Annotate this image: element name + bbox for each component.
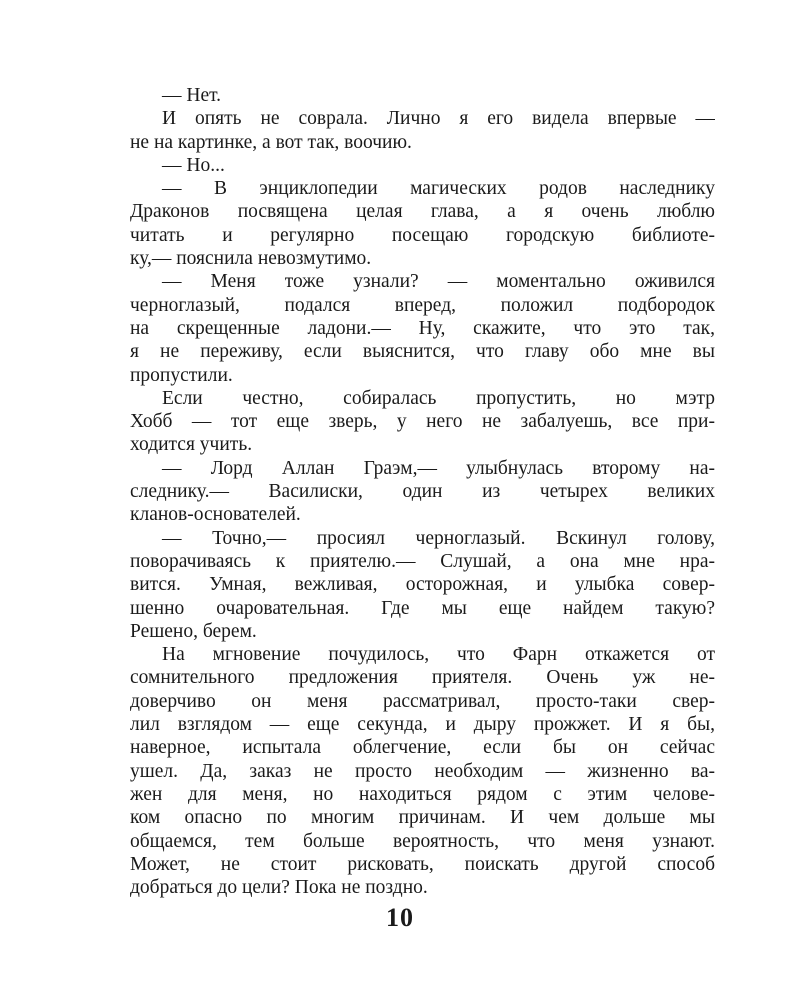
text-line: лил взглядом — еще секунда, и дыру прожжет. И я бы, <box>130 714 715 736</box>
text-line: наверное, испытала облегчение, если бы он сейчас <box>130 737 715 759</box>
text-line: — Точно,— просиял черноглазый. Вскинул голову, <box>162 527 715 549</box>
text-line: Хобб — тот еще зверь, у него не забалуешь, все при- <box>130 411 715 433</box>
page-number: 10 <box>386 903 414 932</box>
text-line: сомнительного предложения приятеля. Очень уж не- <box>130 667 715 689</box>
text-line: следнику.— Василиски, один из четырех великих <box>130 481 715 503</box>
text-line: не на картинке, а вот так, воочию. <box>130 131 412 153</box>
text-line: ушел. Да, заказ не просто необходим — жизненно ва- <box>130 760 715 782</box>
text-line: На мгновение почудилось, что Фарн откажется от <box>162 644 715 666</box>
text-line: пропустили. <box>130 364 233 386</box>
text-line: общаемся, тем больше вероятность, что меня узнают. <box>130 830 715 852</box>
text-line: черноглазый, подался вперед, положил подбородок <box>130 294 715 316</box>
text-line: жен для меня, но находиться рядом с этим челове- <box>130 783 715 805</box>
text-line: шенно очаровательная. Где мы еще найдем такую? <box>130 597 715 619</box>
text-line: кланов-основателей. <box>130 504 301 526</box>
body-text <box>130 84 715 899</box>
text-line: И опять не соврала. Лично я его видела впервые — <box>162 108 715 130</box>
text-line: читать и регулярно посещаю городскую библиоте- <box>130 224 715 246</box>
text-line: ком опасно по многим причинам. И чем дольше мы <box>130 807 715 829</box>
text-line: добраться до цели? Пока не поздно. <box>130 877 428 899</box>
text-line: Драконов посвящена целая глава, а я очень люблю <box>130 201 715 223</box>
text-line: я не переживу, если выяснится, что главу обо мне вы <box>130 341 715 363</box>
text-line: вится. Умная, вежливая, осторожная, и улыбка совер- <box>130 574 715 596</box>
text-line: — Но... <box>162 154 225 176</box>
text-line: поворачиваясь к приятелю.— Слушай, а она мне нра- <box>130 550 715 572</box>
text-line: — Меня тоже узнали? — моментально оживился <box>162 271 715 293</box>
text-line: доверчиво он меня рассматривал, просто-таки свер- <box>130 690 715 712</box>
text-line: Если честно, собиралась пропустить, но мэтр <box>162 387 715 409</box>
text-line: — Лорд Аллан Граэм,— улыбнулась второму на- <box>162 457 715 479</box>
text-line: Решено, берем. <box>130 620 257 642</box>
text-line: — В энциклопедии магических родов наследнику <box>162 178 715 200</box>
text-line: ходится учить. <box>130 434 253 456</box>
text-line: Может, не стоит рисковать, поискать другой способ <box>130 853 715 875</box>
text-line: на скрещенные ладони.— Ну, скажите, что это так, <box>130 317 715 339</box>
text-line: — Нет. <box>162 85 222 106</box>
text-line: ку,— пояснила невозмутимо. <box>130 248 372 270</box>
